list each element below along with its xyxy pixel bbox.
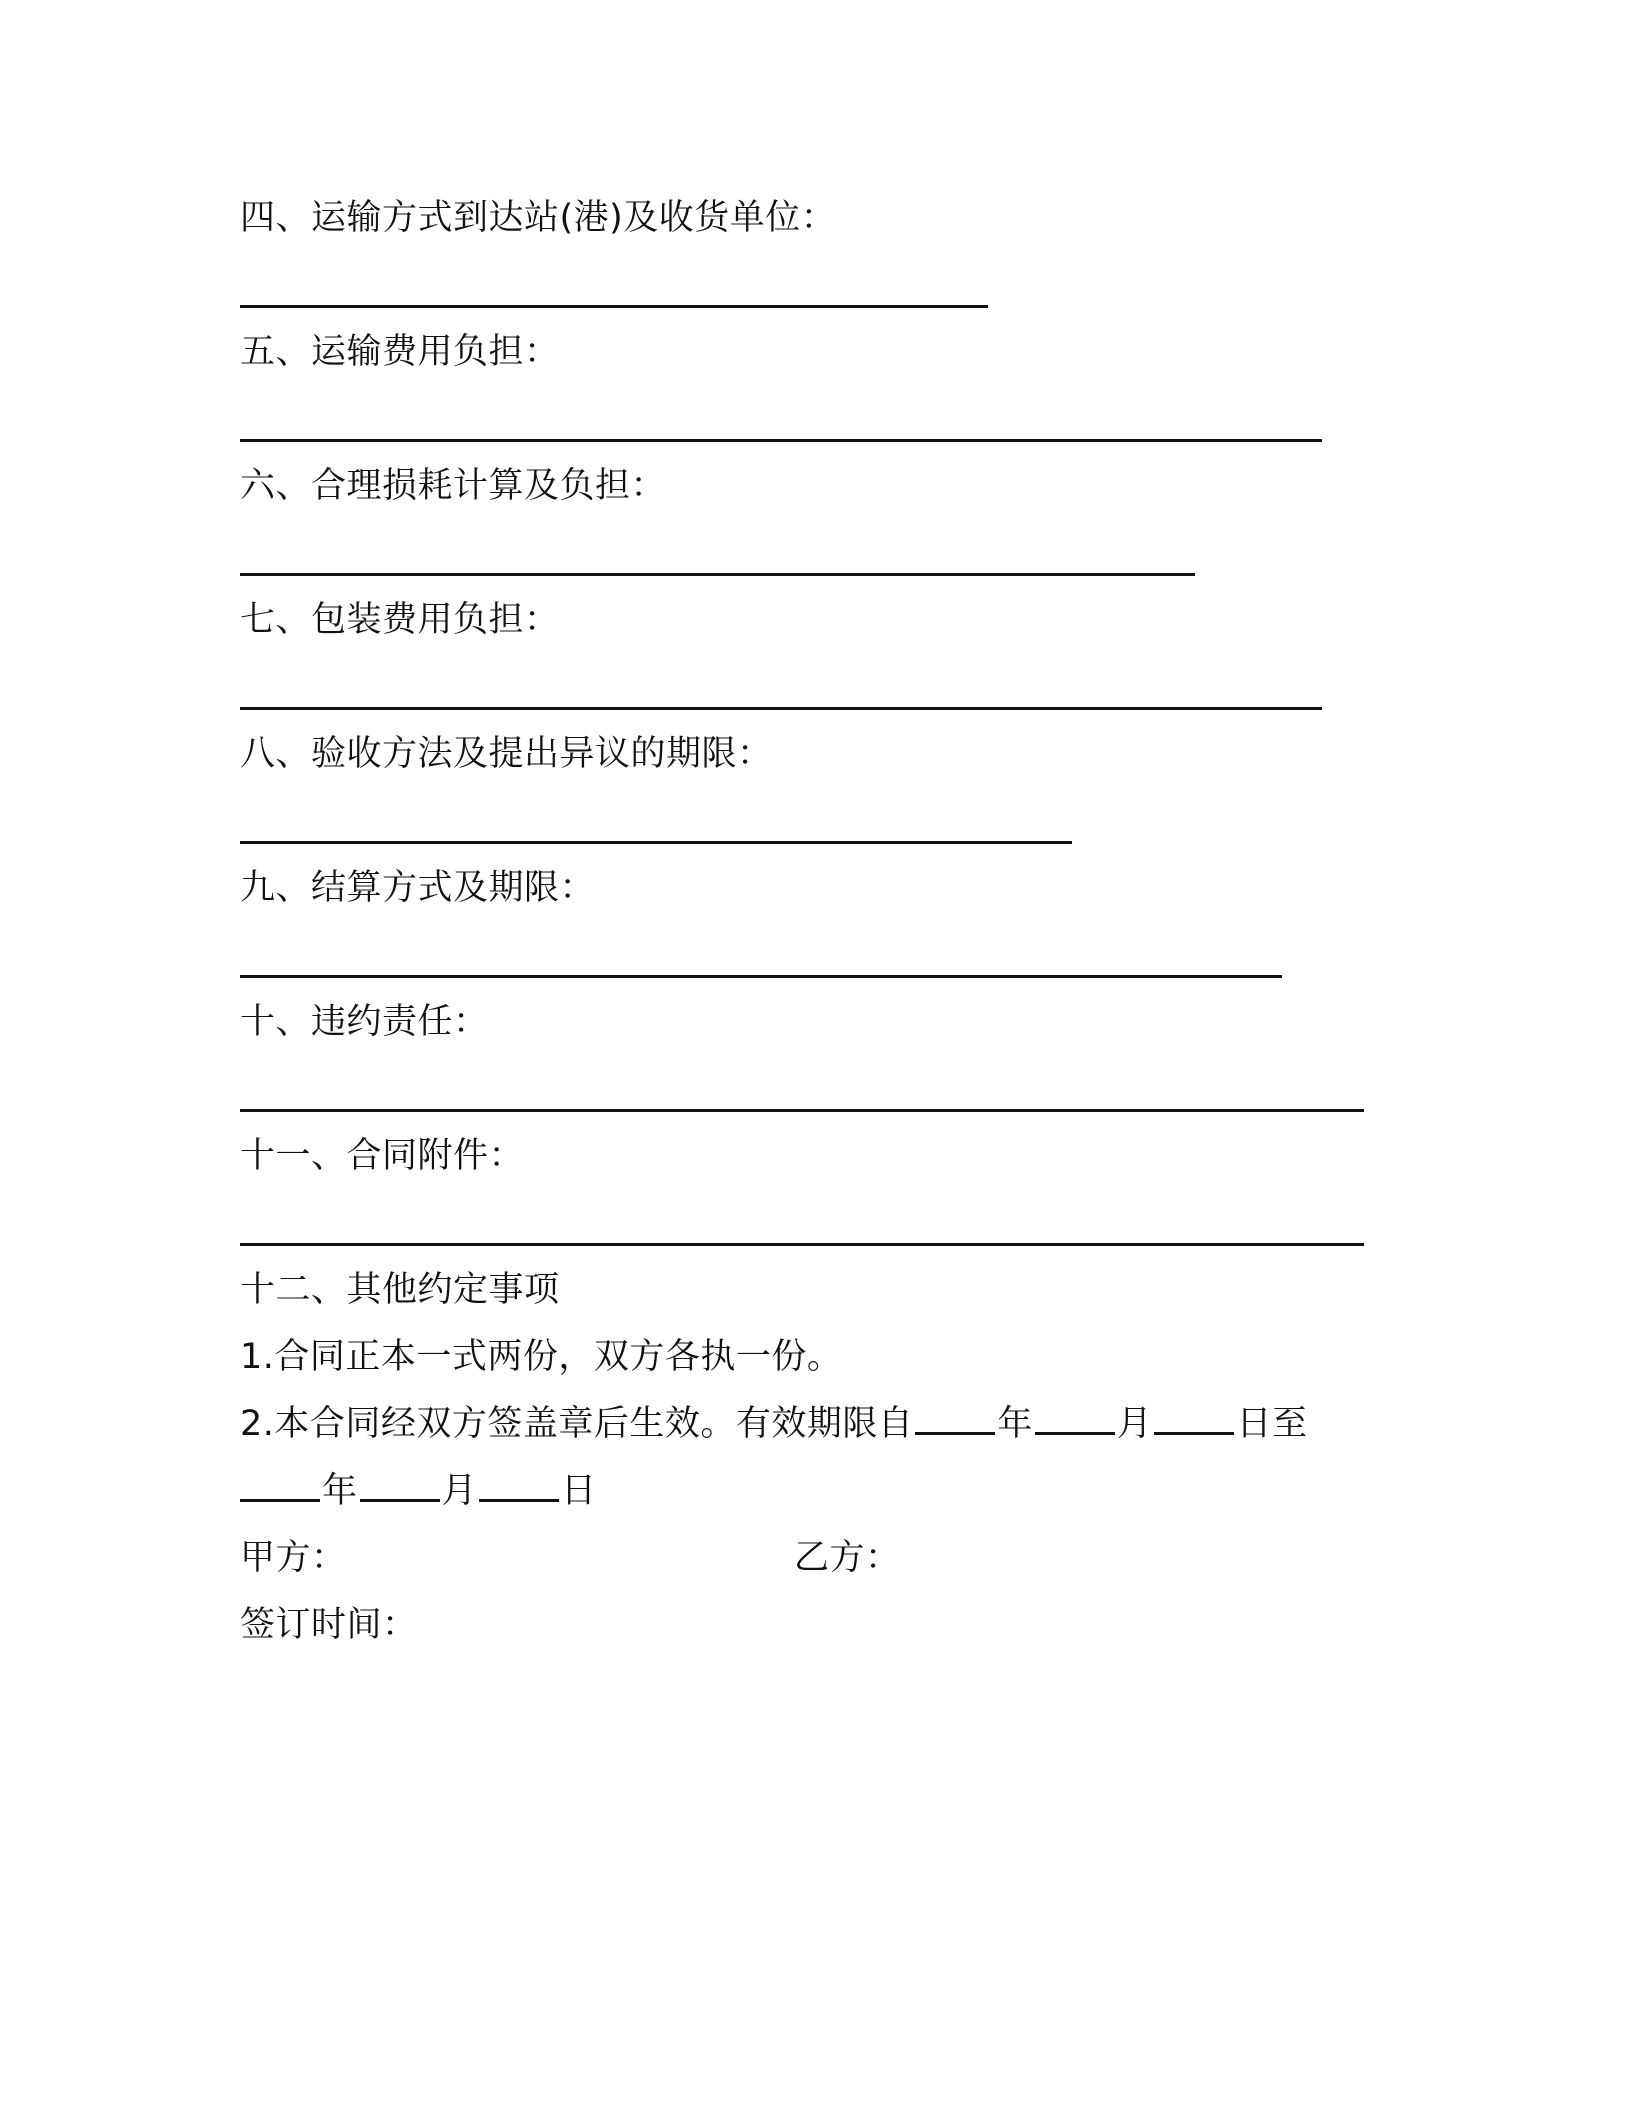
clause-6-fill-line[interactable] bbox=[240, 573, 1195, 576]
start-month-blank[interactable] bbox=[1035, 1402, 1115, 1435]
end-day-label: 日 bbox=[561, 1471, 597, 1511]
clause-11-fill-line[interactable] bbox=[240, 1243, 1364, 1246]
clause-11-heading: 十一、合同附件： bbox=[240, 1136, 525, 1176]
clause-5-heading: 五、运输费用负担： bbox=[240, 332, 560, 372]
clause-6-heading: 六、合理损耗计算及负担： bbox=[240, 466, 667, 506]
clause-7-heading: 七、包装费用负担： bbox=[240, 600, 560, 640]
clause-8-heading: 八、验收方法及提出异议的期限： bbox=[240, 734, 773, 774]
month-label: 月 bbox=[1116, 1404, 1153, 1444]
party-a-label: 甲方： bbox=[240, 1538, 347, 1578]
clause-12-item-1: 1.合同正本一式两份，双方各执一份。 bbox=[240, 1337, 843, 1377]
day-to-label: 日至 bbox=[1236, 1404, 1308, 1444]
validity-prefix: 2.本合同经双方签盖章后生效。有效期限自 bbox=[240, 1404, 914, 1444]
clause-12-item-2 bbox=[240, 1400, 1307, 1448]
end-day-blank[interactable] bbox=[479, 1469, 559, 1502]
clause-9-fill-line[interactable] bbox=[240, 975, 1282, 978]
clause-4-fill-line[interactable] bbox=[240, 305, 988, 308]
clause-4-heading: 四、运输方式到达站(港)及收货单位： bbox=[240, 198, 837, 238]
validity-end-date bbox=[240, 1467, 597, 1515]
clause-7-fill-line[interactable] bbox=[240, 707, 1322, 710]
clause-12-heading: 十二、其他约定事项 bbox=[240, 1270, 560, 1310]
clause-8-fill-line[interactable] bbox=[240, 841, 1072, 844]
clause-10-heading: 十、违约责任： bbox=[240, 1002, 489, 1042]
clause-10-fill-line[interactable] bbox=[240, 1109, 1364, 1112]
end-year-label: 年 bbox=[322, 1471, 358, 1511]
clause-5-fill-line[interactable] bbox=[240, 439, 1322, 442]
clause-9-heading: 九、结算方式及期限： bbox=[240, 868, 596, 908]
end-year-blank[interactable] bbox=[240, 1469, 320, 1502]
sign-time-label: 签订时间： bbox=[240, 1605, 418, 1645]
start-day-blank[interactable] bbox=[1154, 1402, 1234, 1435]
party-b-label: 乙方： bbox=[794, 1538, 901, 1578]
end-month-blank[interactable] bbox=[360, 1469, 440, 1502]
start-year-blank[interactable] bbox=[915, 1402, 995, 1435]
year-label: 年 bbox=[997, 1404, 1033, 1444]
end-month-label: 月 bbox=[441, 1471, 478, 1511]
